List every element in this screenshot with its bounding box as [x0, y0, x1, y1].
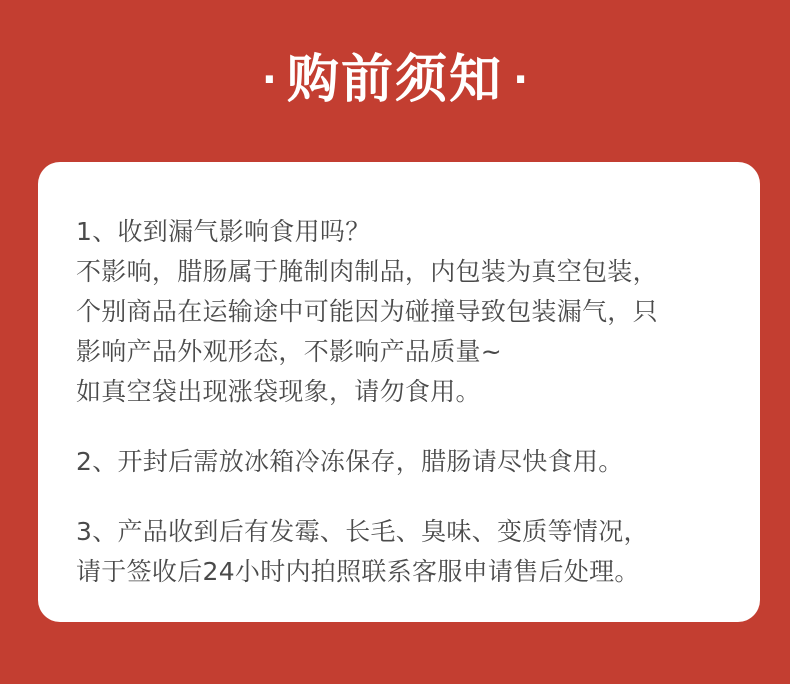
notice-line: 请于签收后24小时内拍照联系客服申请售后处理。: [76, 557, 640, 586]
notice-card: [38, 162, 760, 622]
notice-section-leak: [76, 212, 730, 412]
notice-line: 个别商品在运输途中可能因为碰撞导致包装漏气，只: [76, 297, 658, 326]
notice-section-after-sales: [76, 512, 730, 592]
title-dot-left: ·: [261, 57, 277, 103]
notice-line: 3、产品收到后有发霉、长毛、臭味、变质等情况，: [76, 517, 649, 546]
notice-line: 1、收到漏气影响食用吗？: [76, 217, 371, 246]
notice-line: 影响产品外观形态，不影响产品质量~: [76, 337, 503, 366]
notice-section-storage: [76, 442, 730, 482]
page-header: [0, 40, 790, 120]
page-title: 购前须知: [286, 50, 503, 110]
notice-line: 如真空袋出现涨袋现象，请勿食用。: [76, 377, 481, 406]
notice-line: 不影响，腊肠属于腌制肉制品，内包装为真空包装，: [76, 257, 658, 286]
title-dot-right: ·: [513, 57, 529, 103]
notice-line: 2、开封后需放冰箱冷冻保存，腊肠请尽快食用。: [76, 447, 624, 476]
